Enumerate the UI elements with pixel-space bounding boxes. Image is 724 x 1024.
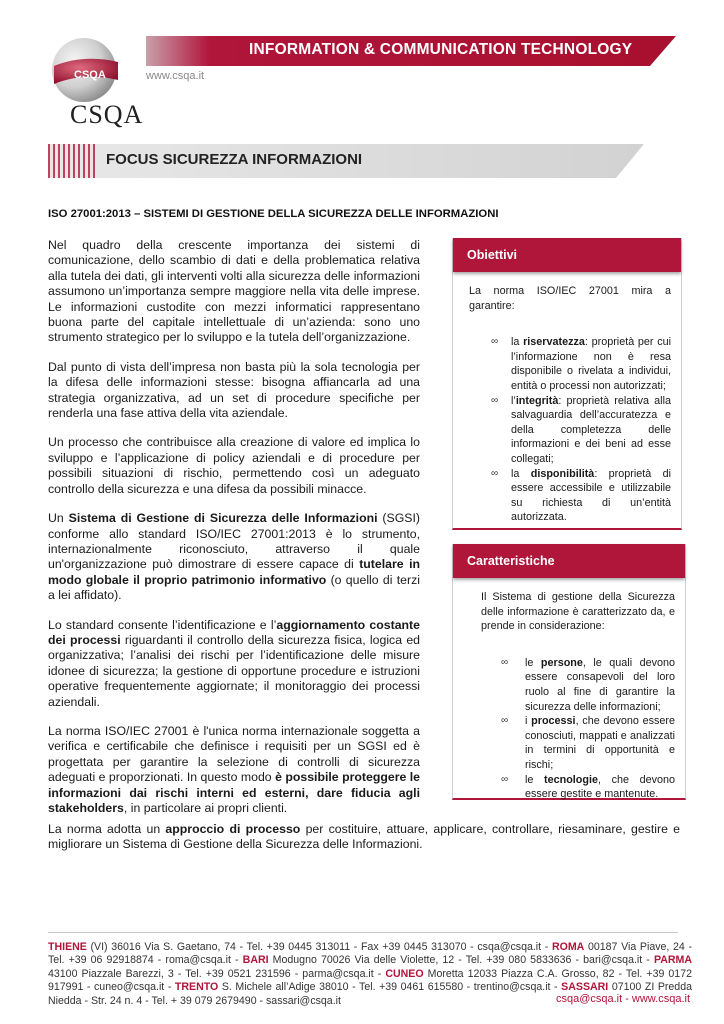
closing-paragraph: La norma adotta un approccio di processo per costituire, attuare, applicare, controllare, riesaminare, gestire e migliorare un Sistema di Gestione della Sicurezza delle Informazioni. <box>48 822 680 852</box>
paragraph: Lo standard consente l’identificazione e l’aggiornamento costante dei processi riguardanti il controllo della sicurezza fisica, logica ed organizzativa; l’analisi dei rischi per l’identificazione delle misure idonee di sicurezza; la gestione di opportune procedure e istruzioni operative frequentemente aggiornate; il monitoraggio dei processi aziendali. <box>48 617 420 709</box>
infinity-bullet-icon: ∞ <box>501 656 509 668</box>
infinity-bullet-icon: ∞ <box>491 467 499 479</box>
obiettivi-list <box>469 335 671 525</box>
infinity-bullet-icon: ∞ <box>491 336 499 348</box>
footer-divider <box>48 932 678 933</box>
caratteristiche-title: Caratteristiche <box>453 544 685 578</box>
list-item: ∞ la disponibilità: proprietà di essere accessibile e utilizzabile su richiesta di un’entità autorizzata. <box>491 467 671 524</box>
infinity-bullet-icon: ∞ <box>491 394 499 406</box>
list-item: ∞ le tecnologie, che devono essere gestite e mantenute. <box>501 773 675 801</box>
obiettivi-intro: La norma ISO/IEC 27001 mira a garantire: <box>469 285 671 312</box>
infinity-bullet-icon: ∞ <box>501 773 509 785</box>
paragraph: Un Sistema di Gestione di Sicurezza delle Informazioni (SGSI) conforme allo standard ISO/IEC 27001:2013 è lo strumento, internazionalmente riconosciuto, attraverso il quale un'organizzazione può dimostrare di essere capace di tutelare in modo globale il proprio patrimonio informativo (o quello di terzi a lei affidato). <box>48 511 421 603</box>
paragraph: La norma ISO/IEC 27001 è l'unica norma internazionale soggetta a verifica e certificabile che definisce i requisiti per un SGSI ed è progettata per garantire la selezione di controlli di sicurezza adeguati e proporzionati. In questo modo è possibile proteggere le informazioni dai rischi interni ed esterni, dare fiducia agli stakeholders, in particolare ai propri clienti. <box>48 723 421 815</box>
footer-contact-link[interactable]: csqa@csqa.it - www.csqa.it <box>555 993 690 1005</box>
main-heading: ISO 27001:2013 – SISTEMI DI GESTIONE DELLA SICUREZZA DELLE INFORMAZIONI <box>48 208 499 220</box>
focus-title: FOCUS SICUREZZA INFORMAZIONI <box>106 151 363 168</box>
list-item: ∞ la riservatezza: proprietà per cui l’informazione non è resa disponibile o rivelata a individui, entità o processi non autorizzati; <box>491 336 671 392</box>
paragraph: Un processo che contribuisce alla creazione di valore ed implica lo sviluppo e l’applicazione di policy aziendali e di procedure per possibili situazioni di rischio, permettendo così un adeguato controllo della sicurezza e una difesa da possibili minacce. <box>48 435 420 496</box>
list-item: ∞ i processi, che devono essere conosciuti, mappati e analizzati in termini di opportunità e rischi; <box>501 715 675 771</box>
main-body <box>48 238 420 830</box>
list-item: ∞ le persone, le quali devono essere consapevoli del loro ruolo al fine di garantire la sicurezza delle informazioni; <box>501 656 675 713</box>
caratteristiche-intro: Il Sistema di gestione della Sicurezza delle informazione è caratterizzato da, e prende in considerazione: <box>481 591 675 633</box>
list-item: ∞ l’integrità: proprietà relativa alla salvaguardia dell’accuratezza e della completezza delle informazioni e dei beni ad esse collegati; <box>491 394 671 465</box>
paragraph: Nel quadro della crescente importanza dei sistemi di comunicazione, dello scambio di dati e della problematica relativa alla tutela dei dati, gli interventi volti alla sicurezza delle informazioni assumono un’importanza sempre maggiore nella vita delle imprese. Le informazioni custodite con mezzi informatici rappresentano buona parte del capitale intellettuale di un’azienda: sono uno strumento strategico per lo sviluppo e la tutela dell’organizzazione. <box>48 238 420 345</box>
logo-wordmark: CSQA <box>70 100 144 129</box>
paragraph: Dal punto di vista dell’impresa non basta più la sola tecnologia per la difesa delle informazioni stesse: bisogna affiancarla ad una strategia organizzativa, ad un set di procedure specifiche per renderla una fase attiva della vita aziendale. <box>48 359 420 421</box>
banner-title: INFORMATION & COMMUNICATION TECHNOLOGY <box>249 41 633 58</box>
footer-addresses: THIENE (VI) 36016 Via S. Gaetano, 74 - Tel. +39 0445 313011 - Fax +39 0445 313070 - csqa@csqa.it - ROMA 00187 Via Piave, 24 - Tel. +39 06 92918874 - roma@csqa.it - BARI Modugno 70026 Via delle Violette, 12 - Tel. +39 080 5833636 - bari@csqa.it - PARMA 43100 Piazzale Barezzi, 3 - Tel. +39 0521 231596 - parma@csqa.it - CUNEO Moretta 12033 Piazza C.A. Grosso, 82 - Tel. +39 0172 917991 - cuneo@csqa.it - TRENTO S. Michele all’Adige 38010 - Tel. +39 0461 615580 - trentino@csqa.it - SASSARI 07100 ZI Predda Niedda - Str. 24 n. 4 - Tel. + 39 079 2679490 - sassari@csqa.it <box>48 941 692 1007</box>
website-link[interactable]: www.csqa.it <box>146 70 205 82</box>
caratteristiche-list <box>481 656 675 802</box>
logo-badge-text: CSQA <box>74 69 106 81</box>
infinity-bullet-icon: ∞ <box>501 715 509 727</box>
obiettivi-box <box>452 238 682 530</box>
caratteristiche-box <box>452 544 686 800</box>
obiettivi-title: Obiettivi <box>453 238 681 272</box>
